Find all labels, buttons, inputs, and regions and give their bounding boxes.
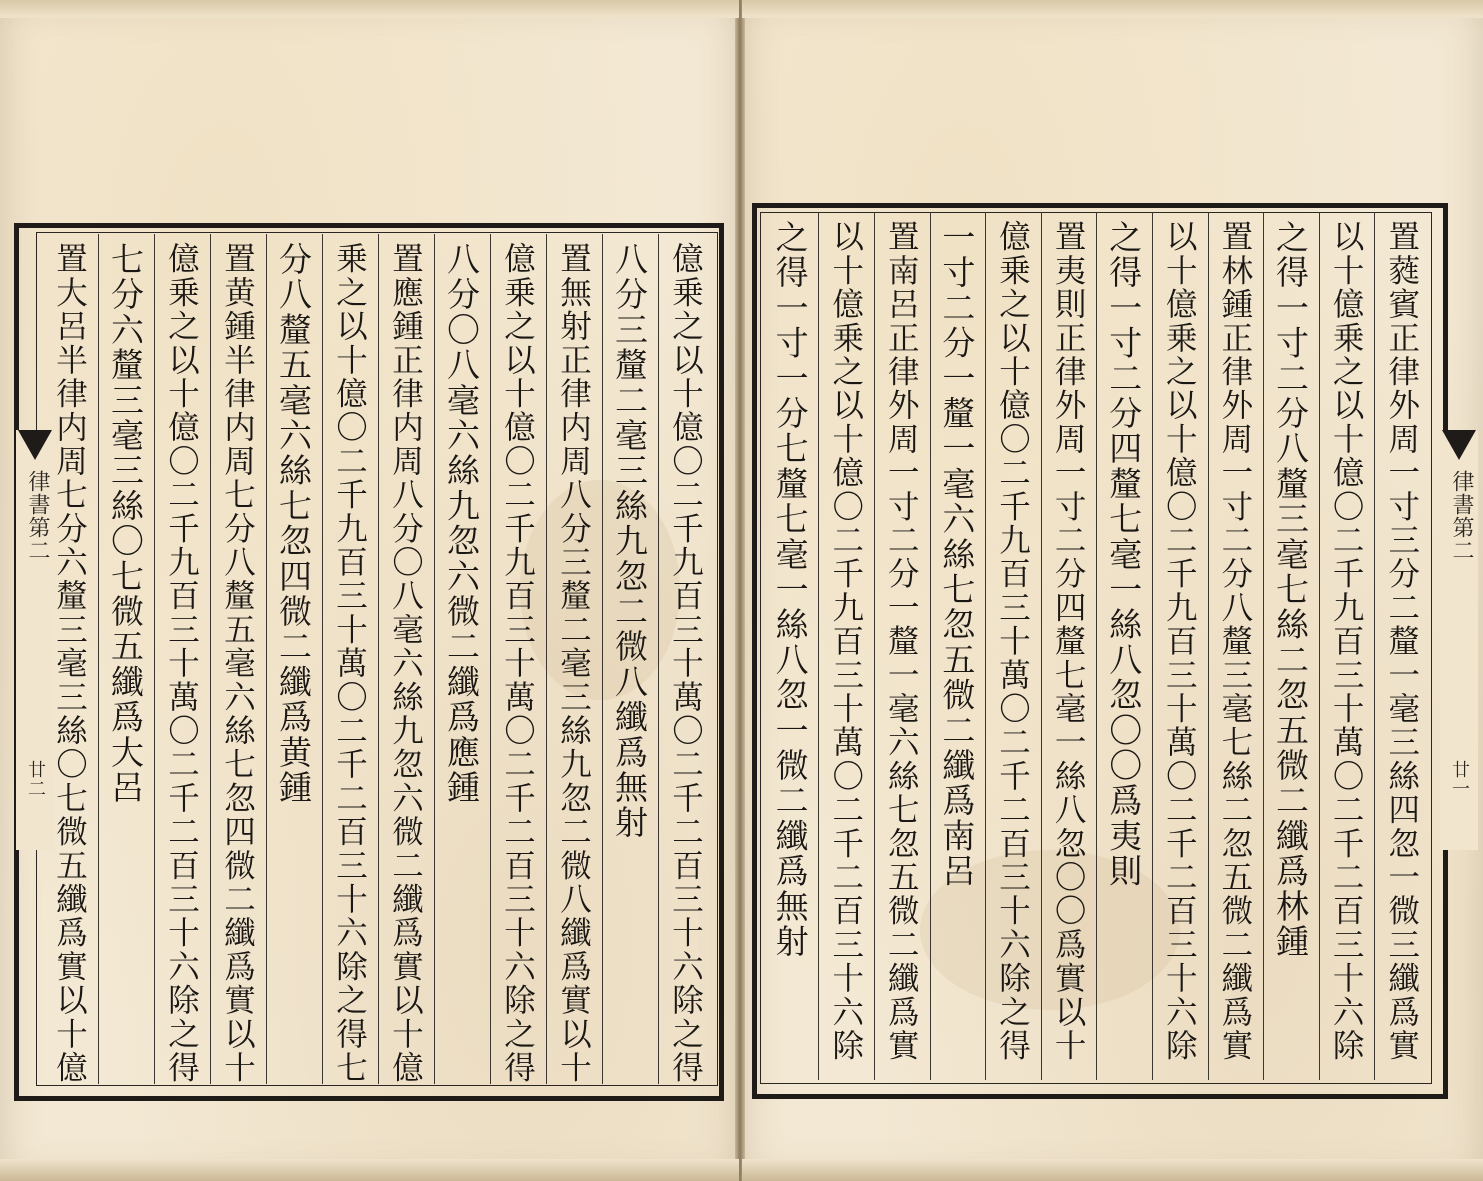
column-rule — [154, 234, 155, 1084]
text-column: 之得一寸二分八釐三毫七絲二忽五微二纖爲林鍾 — [1271, 220, 1310, 960]
margin-title: 律書第二 — [25, 470, 50, 562]
column-rule — [1208, 212, 1209, 1080]
column-rule — [658, 234, 659, 1084]
text-column: 億乗之以十億〇二千九百三十萬〇二千二百三十六除之得 — [499, 242, 536, 1085]
margin-title: 律書第二 — [1449, 470, 1474, 562]
text-column: 以十億乗之以十億〇二千九百三十萬〇二千二百三十六除 — [1161, 220, 1198, 1063]
text-column: 億乗之以十億〇二千九百三十萬〇二千二百三十六除之得 — [667, 242, 704, 1085]
text-column: 置應鍾正律内周八分〇八毫六絲九忽六微二纖爲實以十億 — [387, 242, 424, 1085]
text-column: 八分〇八毫六絲九忽六微二纖爲應鍾 — [442, 242, 481, 806]
text-column: 置南呂正律外周一寸二分一釐一毫六絲七忽五微二纖爲實 — [883, 220, 920, 1063]
text-column: 置林鍾正律外周一寸二分八釐三毫七絲二忽五微二纖爲實 — [1216, 220, 1253, 1063]
column-rule — [1319, 212, 1320, 1080]
column-rule — [378, 234, 379, 1084]
column-rule — [1096, 212, 1097, 1080]
column-rule — [1263, 212, 1264, 1080]
text-column: 以十億乗之以十億〇二千九百三十萬〇二千二百三十六除 — [1328, 220, 1365, 1063]
text-column: 之得一寸一分七釐七毫一絲八忽一微二纖爲無射 — [770, 220, 810, 960]
text-column: 億乗之以十億〇二千九百三十萬〇二千二百三十六除之得 — [994, 220, 1031, 1063]
column-rule — [546, 234, 547, 1084]
column-rule — [1374, 212, 1375, 1080]
column-rule — [1041, 212, 1042, 1080]
column-rule — [210, 234, 211, 1084]
text-column: 以十億乗之以十億〇二千九百三十萬〇二千二百三十六除 — [827, 220, 864, 1063]
text-column: 置無射正律内周八分三釐二毫三絲九忽二微八纖爲實以十 — [555, 242, 592, 1085]
text-column: 之得一寸二分四釐七毫一絲八忽〇〇爲夷則 — [1104, 220, 1144, 889]
text-column: 七分六釐三毫三絲〇七微五纖爲大呂 — [106, 242, 145, 806]
column-rule — [490, 234, 491, 1084]
text-column: 置蕤賓正律外周一寸三分二釐一毫三絲四忽一微三纖爲實 — [1383, 220, 1420, 1063]
text-column: 一寸二分一釐一毫六絲七忽五微二纖爲南呂 — [937, 220, 977, 889]
book-gutter — [735, 0, 745, 1181]
text-column: 億乗之以十億〇二千九百三十萬〇二千二百三十六除之得 — [163, 242, 200, 1085]
right-banxin — [1440, 430, 1478, 850]
text-column: 分八釐五毫六絲七忽四微二纖爲黄鍾 — [274, 242, 313, 806]
column-rule — [985, 212, 986, 1080]
left-page-bottom-edge — [0, 1159, 739, 1181]
fishtail-top — [1442, 430, 1476, 460]
column-rule — [266, 234, 267, 1084]
right-page-bottom-edge — [742, 1159, 1483, 1181]
left-page-top-edge — [0, 0, 739, 18]
left-banxin — [16, 430, 54, 850]
column-rule — [602, 234, 603, 1084]
column-rule — [1152, 212, 1153, 1080]
text-column: 置黄鍾半律内周七分八釐五毫六絲七忽四微二纖爲實以十 — [219, 242, 256, 1085]
column-rule — [434, 234, 435, 1084]
text-column: 乗之以十億〇二千九百三十萬〇二千二百三十六除之得七 — [331, 242, 368, 1085]
column-rule — [322, 234, 323, 1084]
text-column: 八分三釐二毫三絲九忽二微八纖爲無射 — [610, 242, 649, 841]
column-rule — [98, 234, 99, 1084]
text-column: 置大呂半律内周七分六釐三毫三絲〇七微五纖爲實以十億 — [51, 242, 88, 1085]
column-rule — [818, 212, 819, 1080]
fishtail-top — [18, 430, 52, 460]
margin-page-number: 廿二 — [25, 760, 46, 798]
right-page-top-edge — [742, 0, 1483, 18]
margin-page-number: 廿一 — [1449, 760, 1470, 798]
column-rule — [930, 212, 931, 1080]
column-rule — [874, 212, 875, 1080]
text-column: 置夷則正律外周一寸二分四釐七毫一絲八忽〇〇爲實以十 — [1050, 220, 1087, 1063]
